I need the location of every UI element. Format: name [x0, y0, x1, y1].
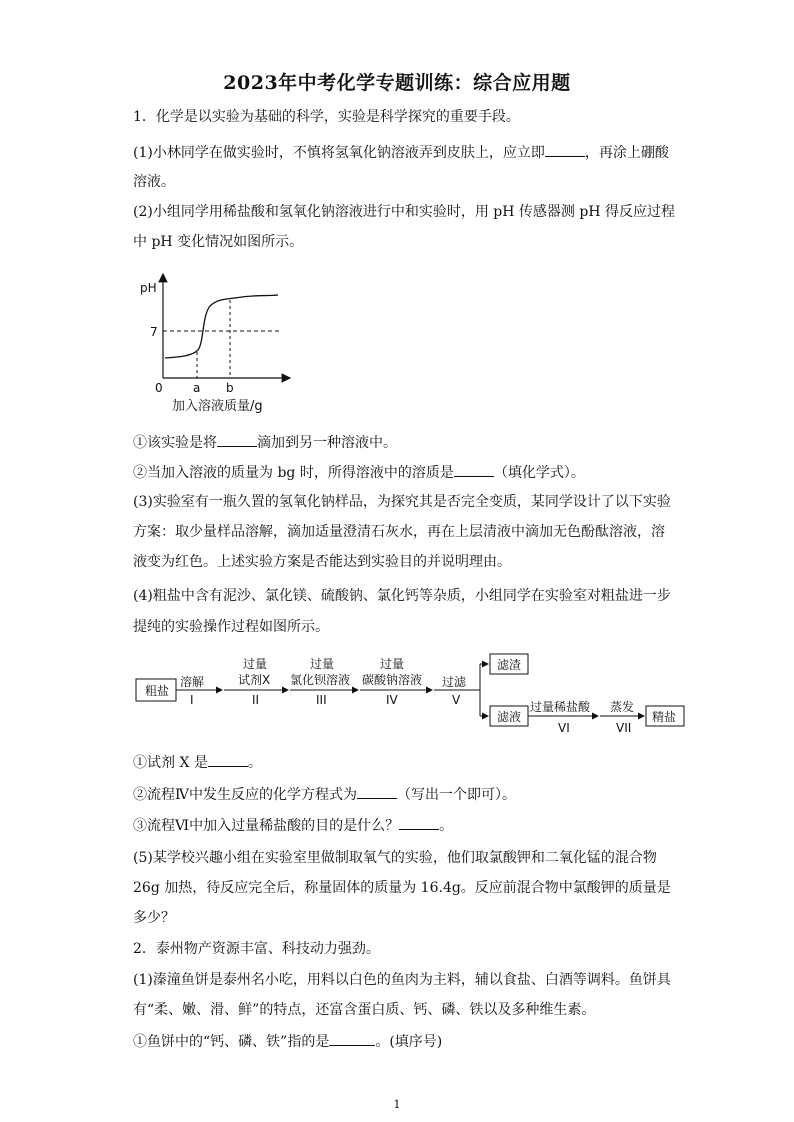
- q1-s2-text-a: ②当加入溶液的质量为 bg 时，所得溶液中的溶质是: [133, 465, 454, 481]
- q1-p1-line2: 溶液。: [133, 174, 175, 190]
- step4-top: 过量: [380, 657, 405, 671]
- step7-label: 蒸发: [610, 700, 635, 714]
- ph-curve: [165, 295, 278, 358]
- q1-s2: [133, 462, 585, 483]
- q1-s1-text-b: 滴加到另一种溶液中。: [257, 435, 397, 451]
- q1-p3-line3: 液变为红色。上述实验方案是否能达到实验目的并说明理由。: [133, 554, 511, 570]
- step3-top: 过量: [310, 657, 335, 671]
- q1-p4-line1: (4)粗盐中含有泥沙、氯化镁、硫酸钠、氯化钙等杂质，小组同学在实验室对粗盐进一步: [133, 588, 671, 604]
- q2-stem: 2．泰州物产资源丰富、科技动力强劲。: [133, 941, 380, 957]
- q1-p3-line1: (3)实验室有一瓶久置的氢氧化钠样品，为探究其是否完全变质，某同学设计了以下实验: [133, 494, 671, 510]
- q2-p1-line1: (1)溱潼鱼饼是泰州名小吃，用料以白色的鱼肉为主料，辅以食盐、白酒等调料。鱼饼具: [133, 972, 671, 988]
- q1-s1-text-a: ①该实验是将: [133, 435, 217, 451]
- step2-bottom: 试剂X: [238, 673, 271, 687]
- answer-blank[interactable]: [545, 142, 585, 157]
- q2-s1: [133, 1031, 442, 1052]
- coarse-salt-label: 粗盐: [145, 684, 170, 698]
- q1-p5-line3: 多少？: [133, 910, 175, 926]
- origin-label: 0: [155, 381, 163, 395]
- page-title: 2023年中考化学专题训练：综合应用题: [223, 72, 571, 94]
- q1-f2: [133, 784, 516, 805]
- ph-graph: [130, 270, 310, 420]
- q2-s1-text-a: ①鱼饼中的“钙、磷、铁”指的是: [133, 1034, 330, 1050]
- answer-blank[interactable]: [454, 462, 494, 477]
- q1-s2-text-b: （填化学式）。: [493, 465, 585, 481]
- step3-roman: III: [316, 693, 327, 707]
- q1-s1: [133, 432, 397, 453]
- q1-p1-line1: [133, 142, 669, 163]
- step1-roman: I: [190, 693, 194, 707]
- q1-p5-line1: (5)某学校兴趣小组在实验室里做制取氧气的实验，他们取氯酸钾和二氧化锰的混合物: [133, 850, 657, 866]
- purification-flowchart: [130, 650, 690, 740]
- step2-roman: II: [252, 693, 260, 707]
- y-axis-label: pH: [140, 281, 157, 295]
- q1-f3-text-b: 。: [439, 818, 454, 834]
- q1-f3: [133, 815, 453, 836]
- step6-label: 过量稀盐酸: [530, 700, 591, 714]
- residue-label: 滤渣: [497, 658, 522, 672]
- q1-f1-text-b: 。: [247, 755, 262, 771]
- answer-blank[interactable]: [217, 432, 257, 447]
- q1-p2-line1: (2)小组同学用稀盐酸和氢氧化钠溶液进行中和实验时，用 pH 传感器测 pH 得反应过程: [133, 204, 675, 220]
- b-label: b: [226, 381, 234, 395]
- answer-blank[interactable]: [357, 784, 397, 799]
- step3-bottom: 氯化钡溶液: [290, 673, 351, 687]
- q1-f3-text-a: ③流程Ⅵ中加入过量稀盐酸的目的是什么？: [133, 818, 400, 834]
- q1-p5-line2: 26g 加热，待反应完全后，称量固体的质量为 16.4g。反应前混合物中氯酸钾的质量是: [133, 880, 671, 896]
- q1-p1-text-a: (1)小林同学在做实验时，不慎将氢氧化钠溶液弄到皮肤上，应立即: [133, 145, 545, 161]
- step1-label: 溶解: [180, 675, 205, 689]
- step7-roman: VII: [616, 721, 632, 735]
- q1-p2-line2: 中 pH 变化情况如图所示。: [133, 234, 304, 250]
- q1-stem: 1．化学是以实验为基础的科学，实验是科学探究的重要手段。: [133, 109, 520, 125]
- a-label: a: [193, 381, 201, 395]
- q1-f1-text-a: ①试剂 X 是: [133, 755, 208, 771]
- q2-s1-text-b: 。(填序号): [375, 1034, 443, 1050]
- step4-roman: IV: [386, 693, 398, 707]
- q1-p1-text-b: ，再涂上硼酸: [584, 145, 669, 161]
- q1-f1: [133, 752, 262, 773]
- q1-p4-line2: 提纯的实验操作过程如图所示。: [133, 619, 329, 635]
- step5-roman: V: [452, 693, 461, 707]
- step2-top: 过量: [243, 657, 268, 671]
- step4-bottom: 碳酸钠溶液: [362, 673, 423, 687]
- answer-blank[interactable]: [208, 752, 248, 767]
- filtrate-label: 滤液: [497, 710, 522, 724]
- x-axis-label: 加入溶液质量/g: [172, 399, 263, 414]
- step5-label: 过滤: [442, 675, 467, 689]
- ph7-label: 7: [150, 325, 158, 339]
- answer-blank[interactable]: [329, 1031, 375, 1046]
- q2-p1-line2: 有“柔、嫩、滑、鲜”的特点，还富含蛋白质、钙、磷、铁以及多种维生素。: [133, 1002, 596, 1018]
- q1-p3-line2: 方案：取少量样品溶解，滴加适量澄清石灰水，再在上层清液中滴加无色酚酞溶液，溶: [133, 524, 665, 540]
- q1-f2-text-a: ②流程Ⅳ中发生反应的化学方程式为: [133, 787, 357, 803]
- page-number: 1: [393, 1098, 401, 1111]
- answer-blank[interactable]: [399, 815, 439, 830]
- refined-salt-label: 精盐: [652, 710, 677, 724]
- step6-roman: VI: [558, 721, 570, 735]
- q1-f2-text-b: （写出一个即可）。: [397, 787, 516, 803]
